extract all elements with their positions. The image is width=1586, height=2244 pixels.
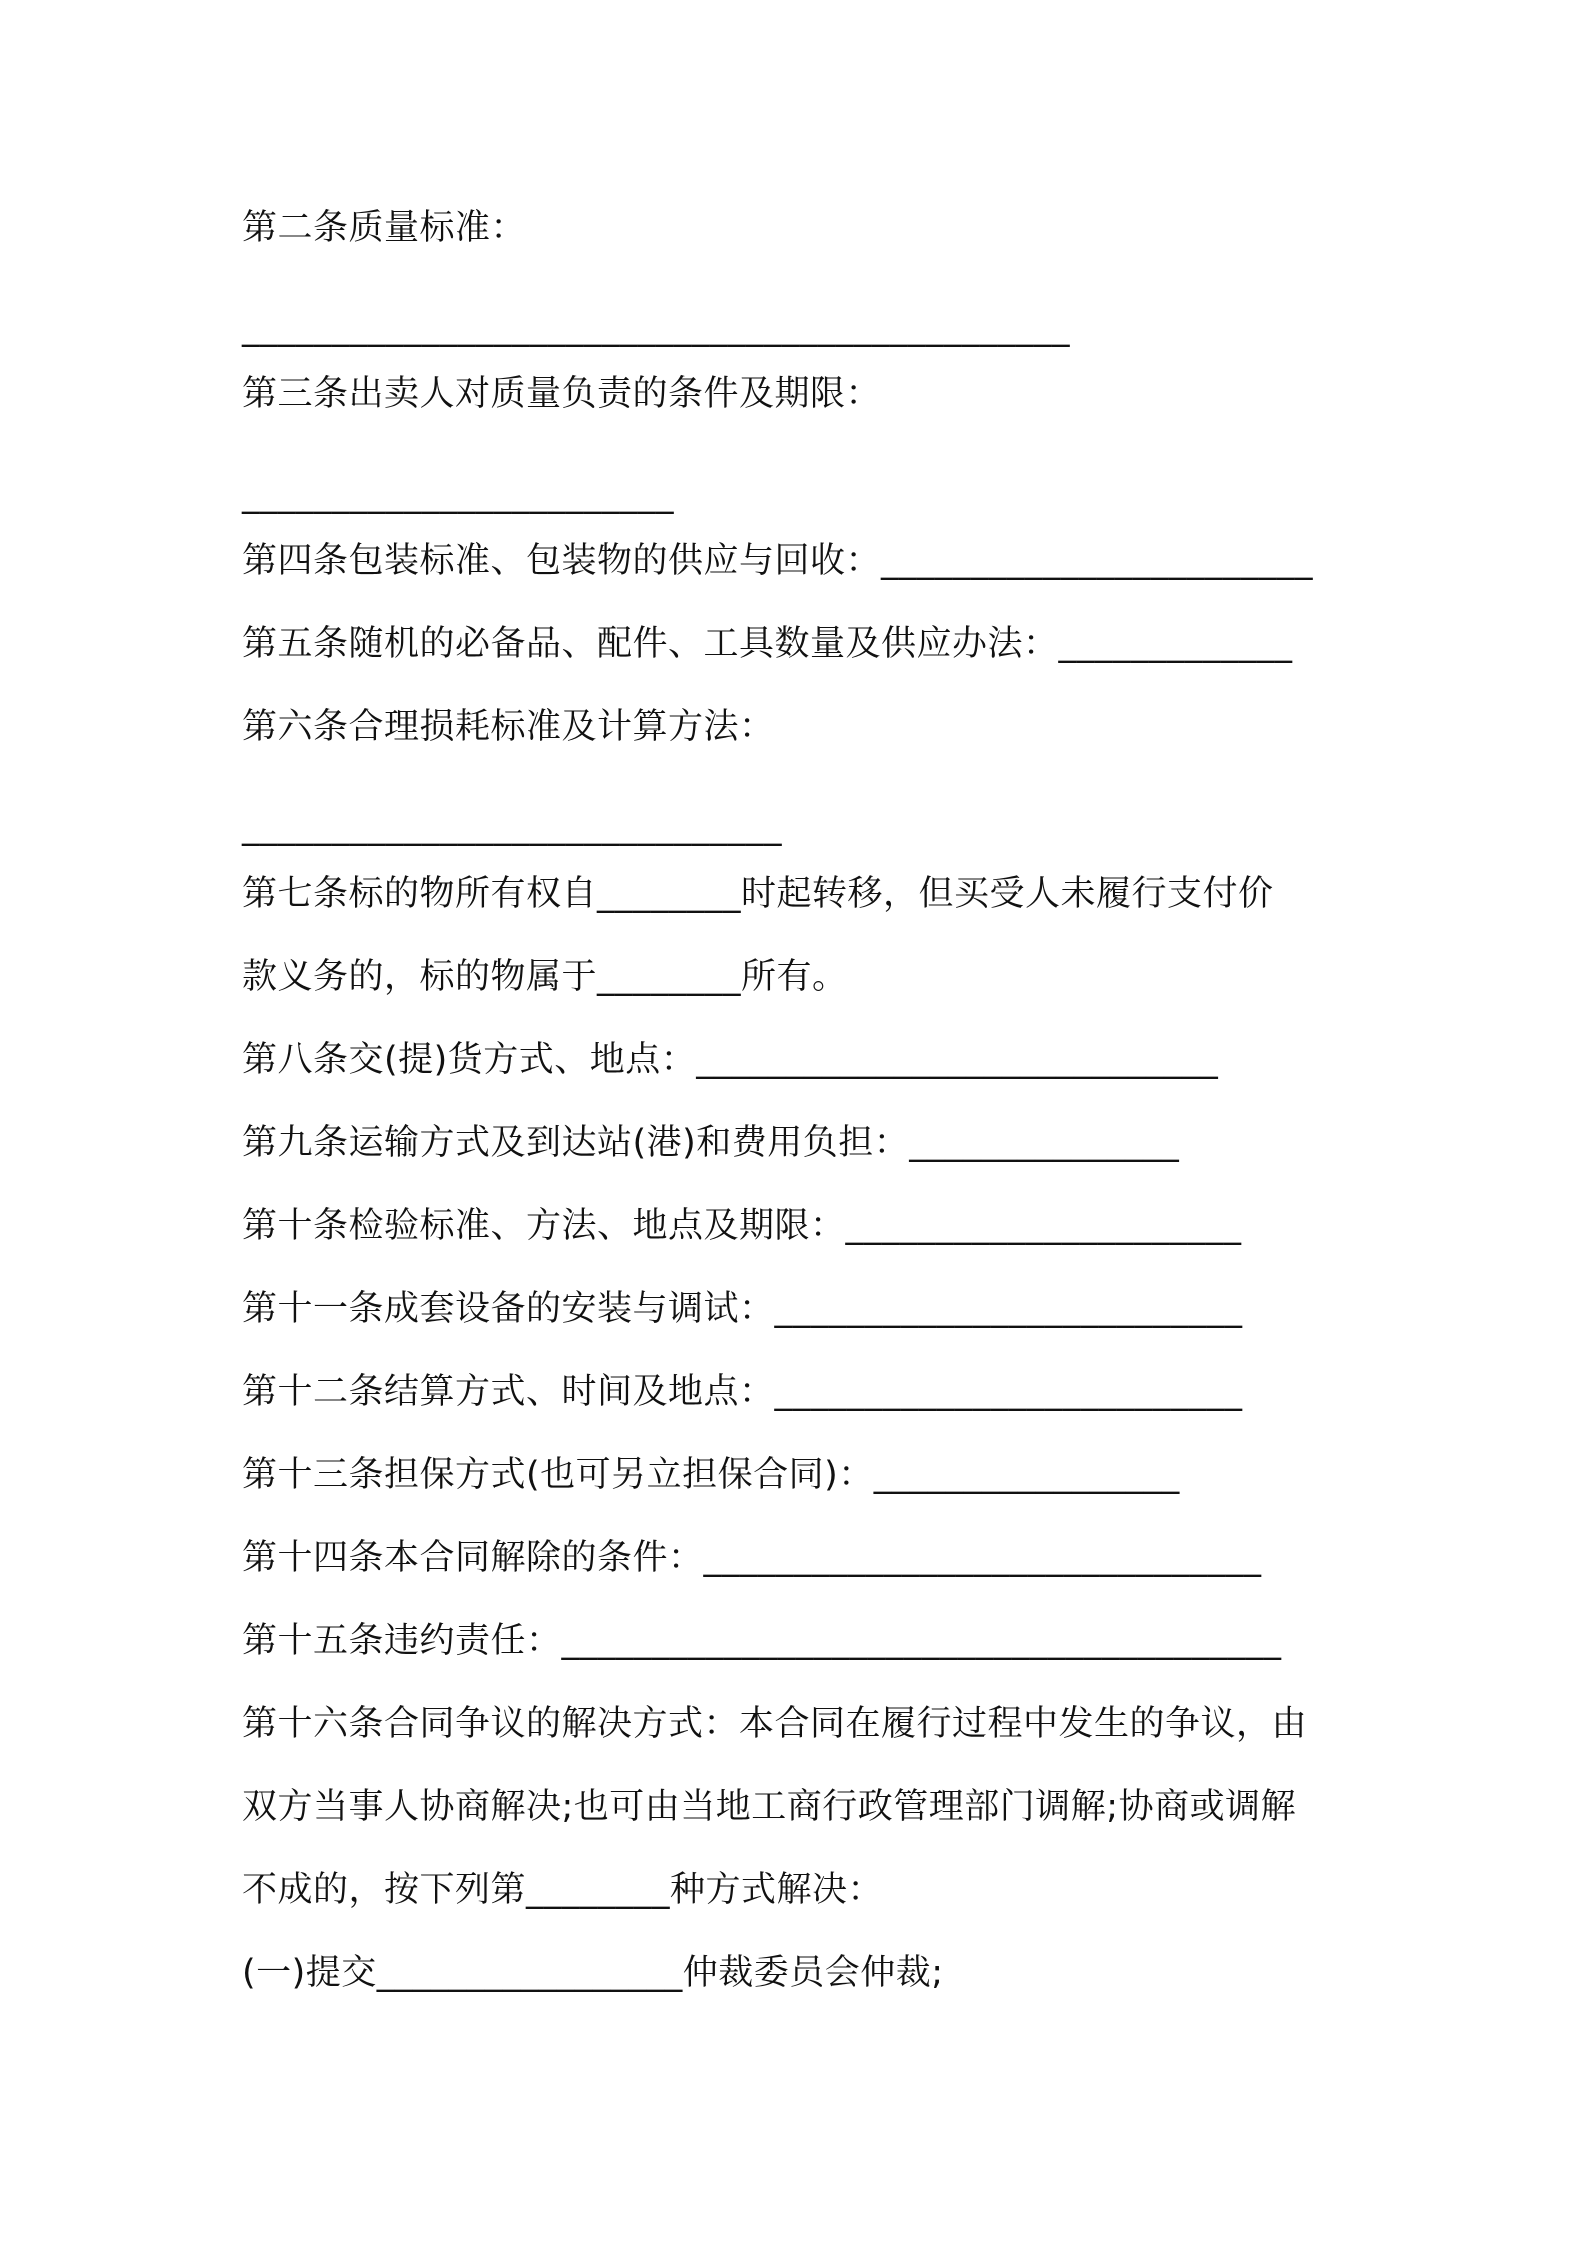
article-2-quality-standard: 第二条质量标准： (242, 208, 527, 248)
article-12-settlement: 第十二条结算方式、时间及地点：__________________________ (242, 1372, 1243, 1412)
article-4-packaging: 第四条包装标准、包装物的供应与回收：________________________ (242, 541, 1314, 581)
article-11-installation: 第十一条成套设备的安装与调试：__________________________ (242, 1289, 1243, 1329)
article-13-guarantee: 第十三条担保方式(也可另立担保合同)：_________________ (242, 1455, 1180, 1495)
article-6-blank: ______________________________ (242, 807, 782, 847)
article-14-termination: 第十四条本合同解除的条件：_______________________________ (242, 1538, 1262, 1578)
article-16-arbitration-option: (一)提交_________________仲裁委员会仲裁; (242, 1953, 944, 1993)
article-6-loss-standard: 第六条合理损耗标准及计算方法： (242, 707, 775, 747)
article-8-delivery: 第八条交(提)货方式、地点：_____________________________ (242, 1040, 1219, 1080)
article-15-liability: 第十五条违约责任：________________________________________ (242, 1621, 1282, 1661)
article-7-ownership-line-1: 第七条标的物所有权自________时起转移，但买受人未履行支付价 (242, 874, 1274, 914)
article-16-dispute-line-1: 第十六条合同争议的解决方式：本合同在履行过程中发生的争议，由 (242, 1704, 1308, 1744)
article-16-dispute-line-2: 双方当事人协商解决;也可由当地工商行政管理部门调解;协商或调解 (242, 1787, 1297, 1827)
article-10-inspection: 第十条检验标准、方法、地点及期限：______________________ (242, 1206, 1242, 1246)
article-16-dispute-line-3: 不成的，按下列第________种方式解决： (242, 1870, 884, 1910)
article-7-ownership-line-2: 款义务的，标的物属于________所有。 (242, 957, 848, 997)
article-2-blank: ______________________________________________ (242, 308, 1070, 348)
article-5-accessories: 第五条随机的必备品、配件、工具数量及供应办法：_____________ (242, 624, 1293, 664)
article-9-transport: 第九条运输方式及到达站(港)和费用负担：_______________ (242, 1123, 1180, 1163)
article-3-seller-quality-responsibility: 第三条出卖人对质量负责的条件及期限： (242, 374, 882, 414)
article-3-blank: ________________________ (242, 475, 674, 515)
